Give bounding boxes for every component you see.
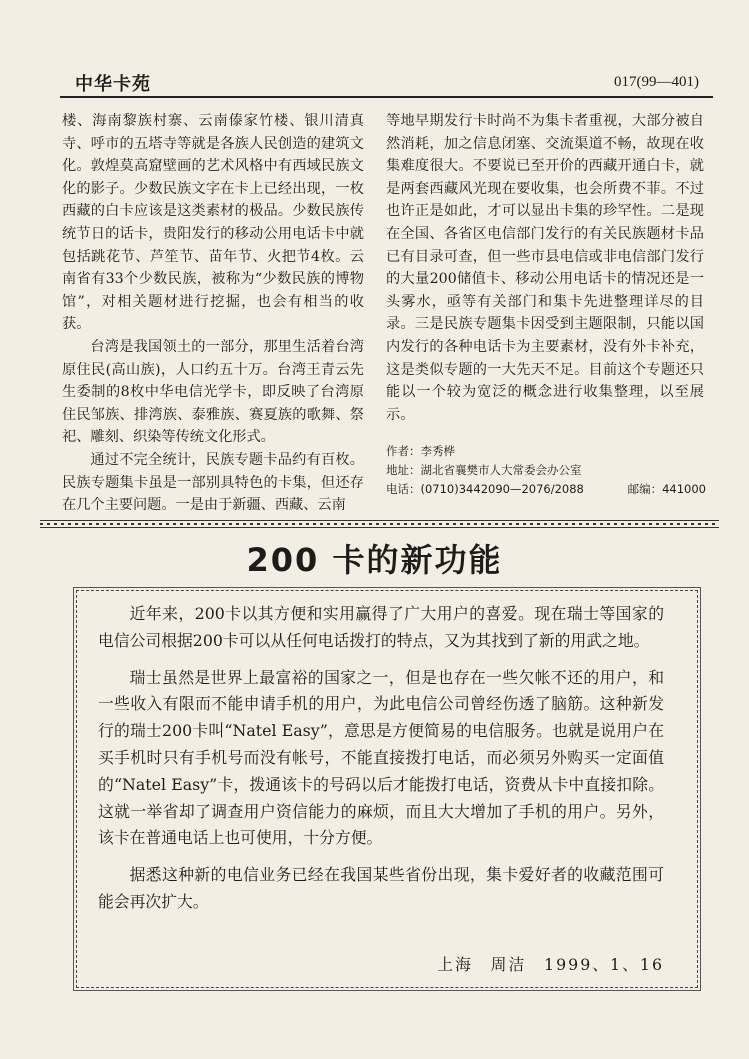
article-signature: 上海 周洁 1999、1、16	[437, 955, 664, 974]
author-phone: 电话：(0710)3442090—2076/2088	[386, 482, 584, 496]
section-divider	[40, 520, 719, 528]
article-title: 200 卡的新功能	[246, 541, 503, 579]
left-paragraph-3: 通过不完全统计，民族专题卡品约有百枚。民族专题集卡虽是一部别具特色的卡集，但还存在几个主要问题。一是由于新疆、西藏、云南	[62, 451, 364, 514]
page-code: 017(99—401)	[614, 74, 699, 90]
left-paragraph-2: 台湾是我国领土的一部分，那里生活着台湾原住民(高山族)，人口约五十万。台湾王青云先生委制的8枚中华电信光学卡，即反映了台湾原住民邹族、排湾族、泰雅族、赛夏族的歌舞、祭祀、雕刻、织染等传统文化形式。	[62, 338, 364, 446]
right-column	[386, 110, 704, 426]
left-column	[62, 110, 364, 517]
article-paragraph-2: 瑞士虽然是世界上最富裕的国家之一，但是也存在一些欠帐不还的用户，和一些收入有限而不能申请手机的用户，为此电信公司曾经伤透了脑筋。这种新发行的瑞士200卡叫“Natel Easy”，意思是方便简易的电信服务。也就是说用户在买手机时只有手机号而没有帐号，不能直接拨打电话，而必须另外购买一定面值的“Natel Easy”卡，拨通该卡的号码以后才能拨打电话，资费从卡中直接扣除。这就一举省却了调查用户资信能力的麻烦，而且大大增加了手机的用户。另外，该卡在普通电话上也可使用，十分方便。	[98, 667, 664, 848]
article-paragraph-3: 据悉这种新的电信业务已经在我国某些省份出现，集卡爱好者的收藏范围可能会再次扩大。	[98, 865, 664, 911]
section-title: 中华卡苑	[75, 74, 151, 95]
article-body	[98, 601, 664, 926]
article-paragraph-1: 近年来，200卡以其方便和实用赢得了广大用户的喜爱。现在瑞士等国家的电信公司根据200卡可以从任何电话拨打的特点，又为其找到了新的用武之地。	[98, 604, 664, 650]
author-address: 地址：湖北省襄樊市人大常委会办公室	[386, 463, 582, 477]
right-paragraph-1: 等地早期发行卡时尚不为集卡者重视，大部分被自然消耗，加之信息闭塞、交流渠道不畅，故现在收集难度很大。不要说已至开价的西藏开通白卡，就是两套西藏风光现在要收集，也会所费不菲。不过也许正是如此，才可以显出卡集的珍罕性。二是现在全国、各省区电信部门发行的有关民族题材卡品已有目录可查，但一些市县电信或非电信部门发行的大量200储值卡、移动公用电话卡的情况还是一头雾水，亟等有关部门和集卡先进整理详尽的目录。三是民族专题集卡因受到主题限制，只能以国内发行的各种电话卡为主要素材，没有外卡补充，这是类似专题的一大先天不足。目前这个专题还只能以一个较为宽泛的概念进行收集整理，以至展示。	[386, 113, 704, 423]
author-name: 作者：李秀桦	[386, 444, 455, 458]
author-postcode: 邮编：441000	[627, 482, 706, 496]
author-info	[386, 442, 706, 499]
left-paragraph-1: 楼、海南黎族村寨、云南傣家竹楼、银川清真寺、呼市的五塔寺等就是各族人民创造的建筑文化。敦煌莫高窟壁画的艺术风格中有西域民族文化的影子。少数民族文字在卡上已经出现，一枚西藏的白卡应该是这类素材的极品。少数民族传统节日的话卡，贵阳发行的移动公用电话卡中就包括跳花节、芦笙节、苗年节、火把节4枚。云南省有33个少数民族，被称为“少数民族的博物馆”，对相关题材进行挖掘，也会有相当的收获。	[62, 113, 364, 333]
header-rule	[60, 96, 713, 98]
